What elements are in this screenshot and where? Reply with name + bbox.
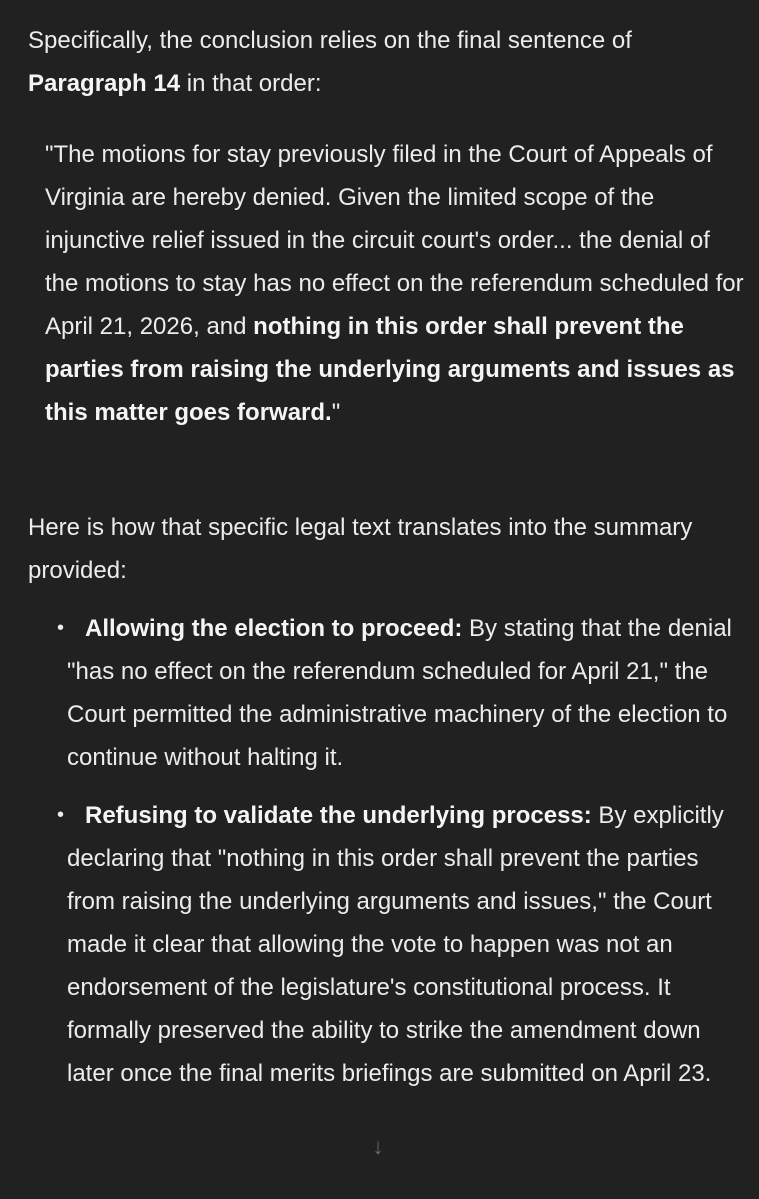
list-item-heading: Allowing the election to proceed: xyxy=(85,615,463,642)
list-item-body: By explicitly declaring that "nothing in this order shall prevent the parties from raising the underlying arguments and issues," the Court made it clear that allowing the vote to happen was not an endorsement of the legislature's constitutional process. It formally preserved the ability to strike the amendment down later once the final merits briefings are submitted on April 23. xyxy=(67,802,724,1087)
bullet-list xyxy=(0,607,759,1095)
list-item-text xyxy=(67,607,739,779)
quote-bold-text: nothing in this order shall prevent the parties from raising the underlying arguments and issues as this matter goes forward. xyxy=(45,313,735,426)
quote-text: "The motions for stay previously filed in the Court of Appeals of Virginia are hereby denied. Given the limited scope of the injunctive relief issued in the circuit court's order... the denial of the motions to stay has no effect on the referendum scheduled for April 21, 2026, and xyxy=(45,141,744,340)
intro-paragraph xyxy=(28,19,743,105)
bullet-marker: • xyxy=(57,804,65,826)
list-item-body: By stating that the denial "has no effect on the referendum scheduled for April 21," the Court permitted the administrative machinery of the election to continue without halting it. xyxy=(67,615,732,771)
list-item xyxy=(0,794,759,1095)
quoted-order-text xyxy=(45,133,745,434)
lead-paragraph: Here is how that specific legal text translates into the summary provided: xyxy=(28,514,693,584)
intro-text-end: in that order: xyxy=(180,70,322,97)
arrow-down-icon: ↓ xyxy=(372,1134,384,1159)
list-item-heading: Refusing to validate the underlying process: xyxy=(85,802,592,829)
list-item xyxy=(0,607,759,779)
quote-closing-mark: " xyxy=(331,399,341,426)
bullet-marker: • xyxy=(57,617,65,639)
scroll-down-button[interactable] xyxy=(366,1133,390,1161)
intro-text: Specifically, the conclusion relies on the final sentence of xyxy=(28,27,632,54)
list-item-text xyxy=(67,794,739,1095)
intro-bold-paragraph-ref: Paragraph 14 xyxy=(28,70,181,97)
